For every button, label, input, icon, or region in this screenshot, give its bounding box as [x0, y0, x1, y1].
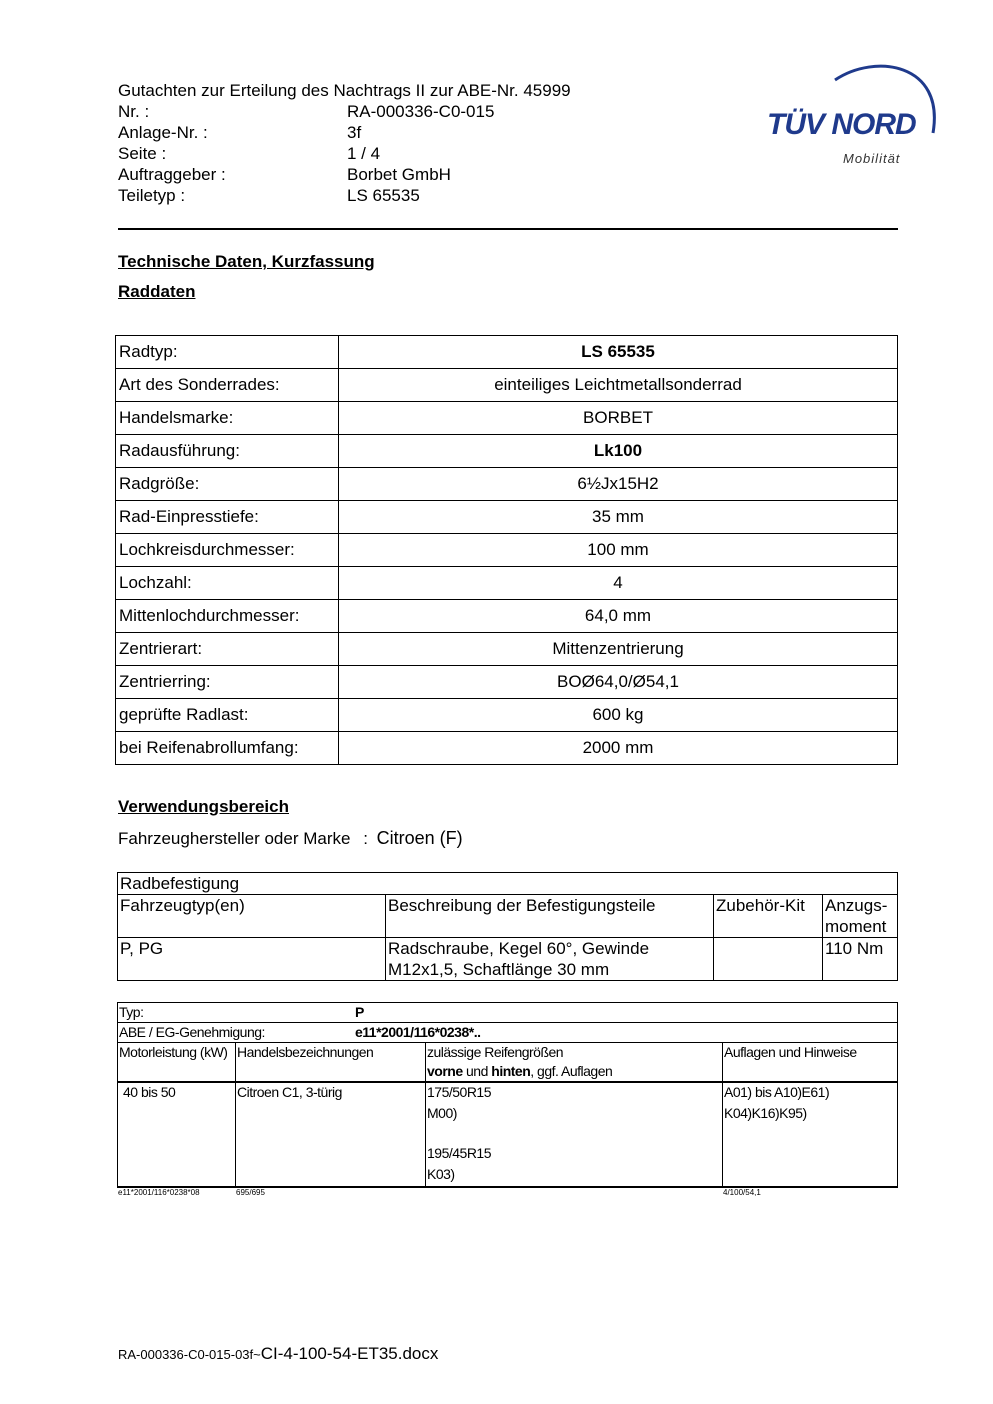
table-row: [118, 938, 898, 981]
typ-footnote-abe: e11*2001/116*0238*08: [118, 1188, 200, 1197]
header-value: RA-000336-C0-015: [347, 102, 495, 121]
table-cell: 40 bis 50: [118, 1082, 236, 1187]
column-header: Beschreibung der Befestigungsteile: [386, 895, 714, 938]
footer-filename-suffix: CI-4-100-54-ET35.docx: [260, 1344, 439, 1363]
typ-label: Typ:: [119, 1004, 144, 1020]
row-label: Handelsmarke:: [116, 402, 339, 435]
table-header-row: [118, 895, 898, 938]
row-label: Lochkreisdurchmesser:: [116, 534, 339, 567]
header-row-nr: [118, 101, 571, 122]
reifen-header-hinten: hinten: [491, 1063, 531, 1079]
header-row-seite: [118, 143, 571, 164]
table-row: [116, 369, 898, 402]
row-label: Art des Sonderrades:: [116, 369, 339, 402]
row-label: Radgröße:: [116, 468, 339, 501]
auflagen-line: A01) bis A10)E61): [724, 1084, 830, 1100]
table-row: [118, 873, 898, 895]
row-value: 64,0 mm: [339, 600, 898, 633]
table-row: [116, 699, 898, 732]
row-value: 35 mm: [339, 501, 898, 534]
header-row-anlage: [118, 122, 571, 143]
typ-table: [117, 1002, 898, 1188]
row-label: geprüfte Radlast:: [116, 699, 339, 732]
table-cell: Citroen C1, 3-türig: [236, 1082, 426, 1187]
row-value: LS 65535: [339, 336, 898, 369]
row-label: Zentrierring:: [116, 666, 339, 699]
row-value: einteiliges Leichtmetallsonderrad: [339, 369, 898, 402]
table-row: [118, 1003, 898, 1023]
reifen-auflage: K03): [427, 1166, 455, 1182]
header-label: Nr. :: [118, 102, 150, 121]
row-value: BOØ64,0/Ø54,1: [339, 666, 898, 699]
header-label: Anlage-Nr. :: [118, 123, 208, 142]
tuev-nord-logo: [765, 58, 940, 173]
reifen-header-line2: [427, 1062, 721, 1081]
header-value: 1 / 4: [347, 144, 381, 163]
row-value: 4: [339, 567, 898, 600]
row-label: bei Reifenabrollumfang:: [116, 732, 339, 765]
header-value: 3f: [347, 123, 362, 142]
abe-cell: [118, 1023, 898, 1043]
table-row: [116, 402, 898, 435]
header-value: Borbet GmbH: [347, 165, 451, 184]
reifen-header-und: und: [462, 1063, 492, 1079]
header-value: LS 65535: [347, 186, 420, 205]
row-value: Lk100: [339, 435, 898, 468]
column-header: [426, 1043, 723, 1083]
row-value: 6½Jx15H2: [339, 468, 898, 501]
abe-value: e11*2001/116*0238*..: [355, 1024, 481, 1040]
radbefestigung-title: Radbefestigung: [118, 873, 898, 895]
row-label: Rad-Einpresstiefe:: [116, 501, 339, 534]
section-heading-verwendungsbereich: Verwendungsbereich: [118, 797, 289, 816]
typ-value: P: [355, 1004, 364, 1020]
table-row: [116, 501, 898, 534]
row-value: BORBET: [339, 402, 898, 435]
hersteller-separator: :: [363, 829, 368, 848]
reifen-size: 195/45R15: [427, 1145, 492, 1161]
hersteller-label: Fahrzeughersteller oder Marke: [118, 829, 351, 848]
header-row-auftraggeber: [118, 164, 571, 185]
table-cell: [714, 938, 823, 981]
table-row: [116, 567, 898, 600]
table-row: [116, 633, 898, 666]
table-row: [118, 1082, 898, 1187]
radbefestigung-table: [117, 872, 898, 981]
row-label: Radtyp:: [116, 336, 339, 369]
column-header: Zubehör-Kit: [714, 895, 823, 938]
header-divider: [118, 228, 898, 230]
table-row: [116, 600, 898, 633]
abe-label: ABE / EG-Genehmigung:: [119, 1024, 265, 1040]
row-label: Lochzahl:: [116, 567, 339, 600]
row-value: 600 kg: [339, 699, 898, 732]
typ-footnote-lk: 4/100/54,1: [723, 1188, 761, 1197]
row-value: 2000 mm: [339, 732, 898, 765]
column-header: Fahrzeugtyp(en): [118, 895, 386, 938]
column-header: Handelsbezeichnungen: [236, 1043, 426, 1083]
row-label: Zentrierart:: [116, 633, 339, 666]
typ-cell: [118, 1003, 898, 1023]
header-row-teiletyp: [118, 185, 571, 206]
table-row: [116, 666, 898, 699]
table-row: [116, 435, 898, 468]
column-header: Auflagen und Hinweise: [723, 1043, 898, 1083]
reifen-size: 175/50R15: [427, 1084, 492, 1100]
header-label: Teiletyp :: [118, 186, 186, 205]
row-value: 100 mm: [339, 534, 898, 567]
table-cell: [723, 1082, 898, 1187]
section-heading-technische-daten: Technische Daten, Kurzfassung: [118, 252, 375, 271]
section-heading-raddaten: Raddaten: [118, 282, 196, 301]
table-row: [118, 1023, 898, 1043]
hersteller-value: Citroen (F): [376, 828, 463, 848]
document-header: [118, 80, 571, 206]
report-title: Gutachten zur Erteilung des Nachtrags II zur ABE-Nr. 45999: [118, 81, 571, 100]
reifen-header-line1: zulässige Reifengrößen: [427, 1044, 564, 1060]
table-row: [116, 336, 898, 369]
row-label: Mittenlochdurchmesser:: [116, 600, 339, 633]
footer-filename-prefix: RA-000336-C0-015-03f~: [118, 1347, 261, 1362]
document-footer: [118, 1344, 438, 1364]
table-cell: 110 Nm: [823, 938, 898, 981]
spacer: [427, 1125, 721, 1144]
reifen-header-auflagen: , ggf. Auflagen: [530, 1063, 613, 1079]
table-cell: P, PG: [118, 938, 386, 981]
table-cell: [426, 1082, 723, 1187]
table-row: [116, 534, 898, 567]
reifen-auflage: M00): [427, 1105, 457, 1121]
table-row: [116, 468, 898, 501]
reifen-header-vorne: vorne: [427, 1063, 463, 1079]
table-row: [116, 732, 898, 765]
table-header-row: [118, 1043, 898, 1083]
header-label: Seite :: [118, 144, 167, 163]
row-value: Mittenzentrierung: [339, 633, 898, 666]
raddaten-table: [115, 335, 898, 765]
auflagen-line: K04)K16)K95): [724, 1105, 807, 1121]
column-header: Anzugs-moment: [823, 895, 898, 938]
column-header: Motorleistung (kW): [118, 1043, 236, 1083]
fahrzeughersteller-line: [118, 828, 463, 849]
header-label: Auftraggeber :: [118, 165, 226, 184]
logo-brand: TÜV NORD: [767, 108, 916, 141]
row-label: Radausführung:: [116, 435, 339, 468]
logo-subtitle: Mobilität: [843, 151, 901, 166]
typ-footnote-count: 695/695: [236, 1188, 265, 1197]
table-cell: Radschraube, Kegel 60°, Gewinde M12x1,5, Schaftlänge 30 mm: [386, 938, 714, 981]
